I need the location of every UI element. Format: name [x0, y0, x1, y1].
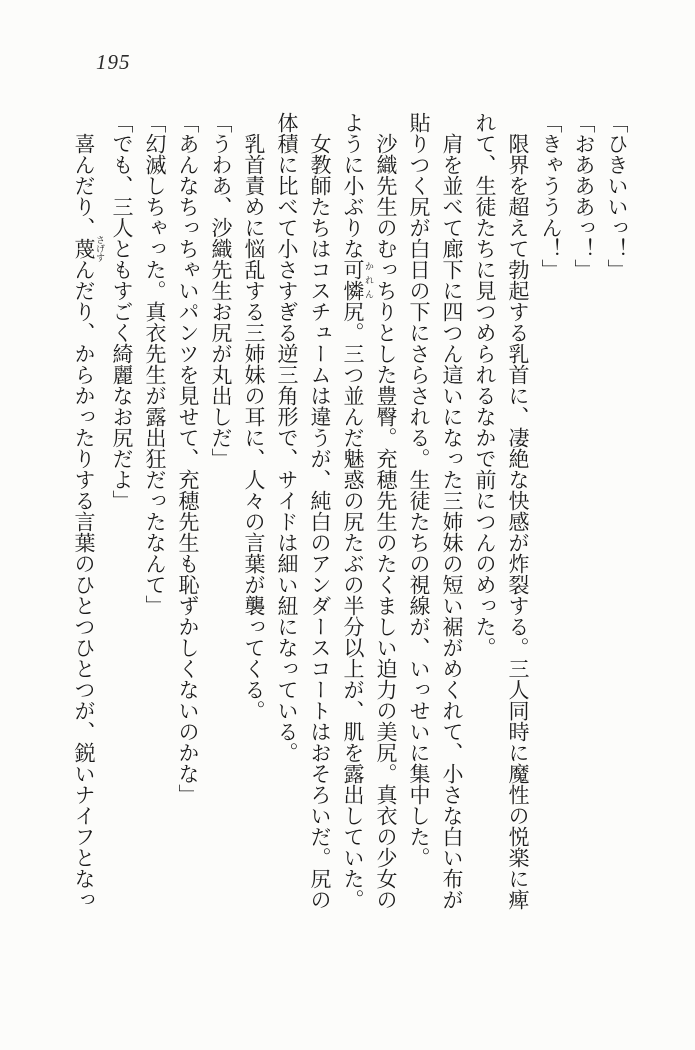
dialogue-line: 「きゃううん！」: [539, 112, 563, 280]
dialogue-line: 「おあああっ！」: [572, 112, 596, 280]
dialogue-line: 「ひきいいっ！」: [605, 112, 629, 280]
dialogue-line: 「うわあ、沙織先生お尻が丸出しだ」: [209, 112, 233, 469]
paragraph: 喜んだり、蔑 さげすんだり、からかったりする言葉のひとつひとつが、鋭いナイフとなっ: [72, 133, 105, 910]
paragraph: 肩を並べて廊下に四つん這いになった三姉妹の短い裾がめくれて、小さな白い布が貼りつく尻が白日の下にさらされる。生徒たちの視線が、いっせいに集中した。: [407, 112, 464, 910]
paragraph: 沙織先生のむっちりとした豊臀。充穂先生のたくましい迫力の美尻。真衣の少女のように小ぶりな可憐 かれん尻。三つ並んだ魅惑の尻たぶの半分以上が、肌を露出していた。: [341, 112, 398, 910]
page-number: 195: [96, 50, 131, 74]
ruby-annotation: 蔑 さげす: [72, 235, 105, 262]
paragraph: 乳首責めに悩乱する三姉妹の耳に、人々の言葉が襲ってくる。: [242, 133, 266, 721]
ruby-annotation: 可憐 かれん: [341, 259, 374, 301]
dialogue-line: 「でも、三人ともすごく綺麗なお尻だよ」: [110, 112, 134, 511]
text-body: [67, 112, 633, 914]
paragraph: 女教師たちはコスチュームは違うが、純白のアンダースコートはおそろいだ。尻の体積に比べて小さすぎる逆三角形で、サイドは細い紐になっている。: [275, 112, 332, 910]
dialogue-line: 「幻滅しちゃった。真衣先生が露出狂だったなんて」: [143, 112, 167, 616]
dialogue-line: 「あんなちっちゃいパンツを見せて、充穂先生も恥ずかしくないのかな」: [176, 112, 200, 805]
paragraph: 限界を超えて勃起する乳首に、凄絶な快感が炸裂する。三人同時に魔性の悦楽に痺れて、生徒たちに見つめられるなかで前につんのめった。: [473, 112, 530, 910]
